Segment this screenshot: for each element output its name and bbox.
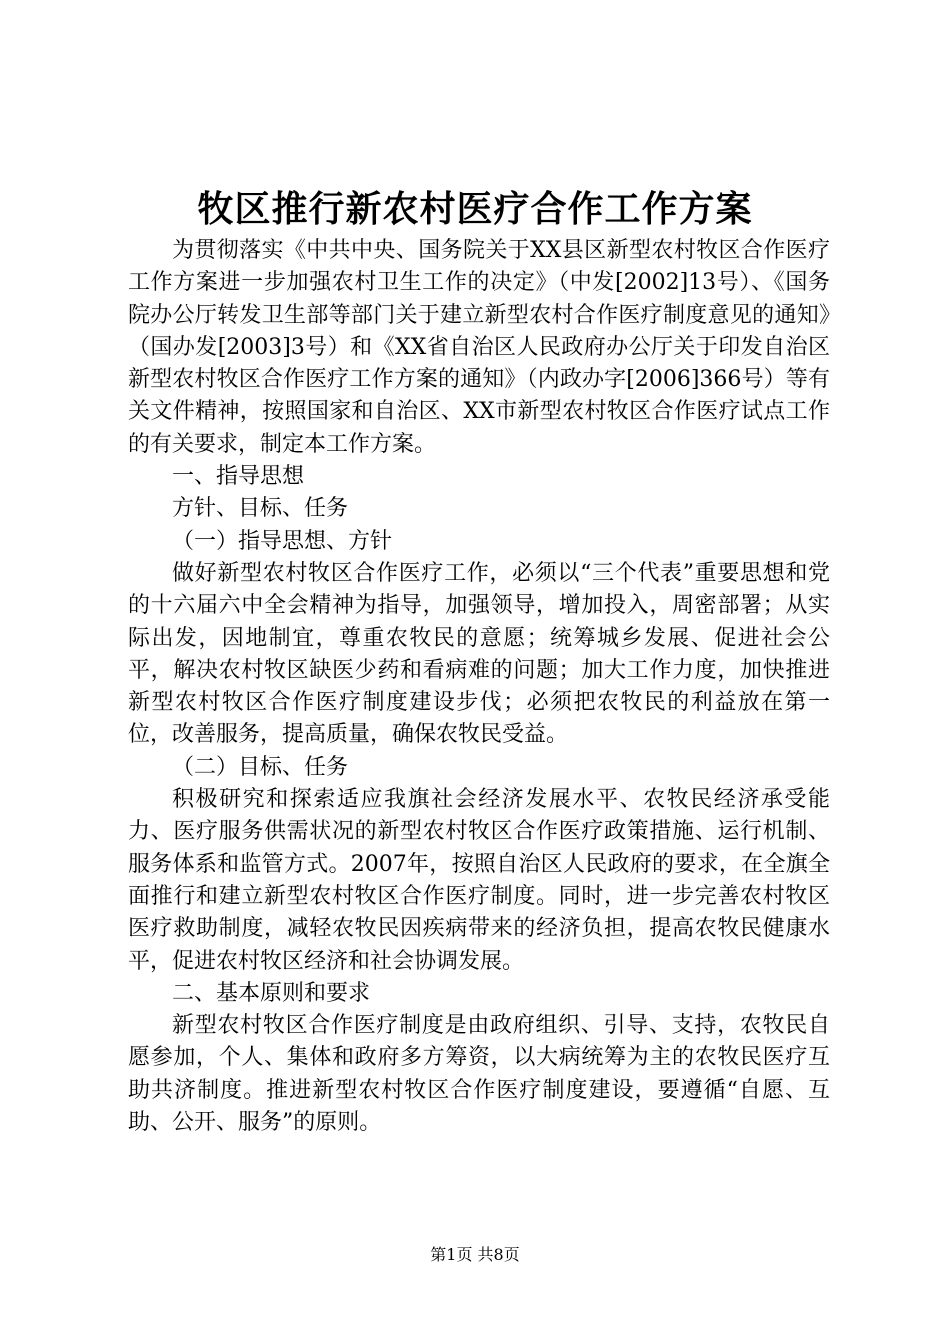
page-number-footer: 第1页 共8页 bbox=[430, 1245, 520, 1264]
subheading-goals-tasks: （二）目标、任务 bbox=[172, 754, 349, 780]
paragraph-principles: 新型农村牧区合作医疗制度是由政府组织、引导、支持，农牧民自愿参加，个人、集体和政府多方筹资，以大病统筹为主的农牧民医疗互助共济制度。推进新型农村牧区合作医疗制度建设，要遵循“自愿、互助、公开、服务”的原则。 bbox=[128, 1013, 830, 1136]
subheading-ideology-policy: （一）指导思想、方针 bbox=[172, 528, 393, 554]
paragraph-intro: 为贯彻落实《中共中央、国务院关于XX县区新型农村牧区合作医疗工作方案进一步加强农村卫生工作的决定》（中发[2002]13号）、《国务院办公厅转发卫生部等部门关于建立新型农村合作医疗制度意见的通知》（国办发[2003]3号）和《XX省自治区人民政府办公厅关于印发自治区新型农村牧区合作医疗工作方案的通知》（内政办字[2006]366号）等有关文件精神，按照国家和自治区、XX市新型农村牧区合作医疗试点工作的有关要求，制定本工作方案。 bbox=[128, 238, 830, 457]
paragraph-ideology: 做好新型农村牧区合作医疗工作，必须以“三个代表”重要思想和党的十六届六中全会精神为指导，加强领导，增加投入，周密部署；从实际出发，因地制宜，尊重农牧民的意愿；统筹城乡发展、促进社会公平，解决农村牧区缺医少药和看病难的问题；加大工作力度，加快推进新型农村牧区合作医疗制度建设步伐；必须把农牧民的利益放在第一位，改善服务，提高质量，确保农牧民受益。 bbox=[128, 560, 830, 748]
document-body bbox=[128, 235, 830, 1139]
subheading-policy-goals-tasks: 方针、目标、任务 bbox=[172, 496, 349, 522]
document-title: 牧区推行新农村医疗合作工作方案 bbox=[197, 188, 753, 230]
paragraph-goals: 积极研究和探索适应我旗社会经济发展水平、农牧民经济承受能力、医疗服务供需状况的新型农村牧区合作医疗政策措施、运行机制、服务体系和监管方式。2007年，按照自治区人民政府的要求，在全旗全面推行和建立新型农村牧区合作医疗制度。同时，进一步完善农村牧区医疗救助制度，减轻农牧民因疾病带来的经济负担，提高农牧民健康水平，促进农村牧区经济和社会协调发展。 bbox=[128, 787, 830, 974]
heading-guiding-ideology: 一、指导思想 bbox=[172, 464, 305, 490]
heading-basic-principles: 二、基本原则和要求 bbox=[172, 980, 371, 1006]
